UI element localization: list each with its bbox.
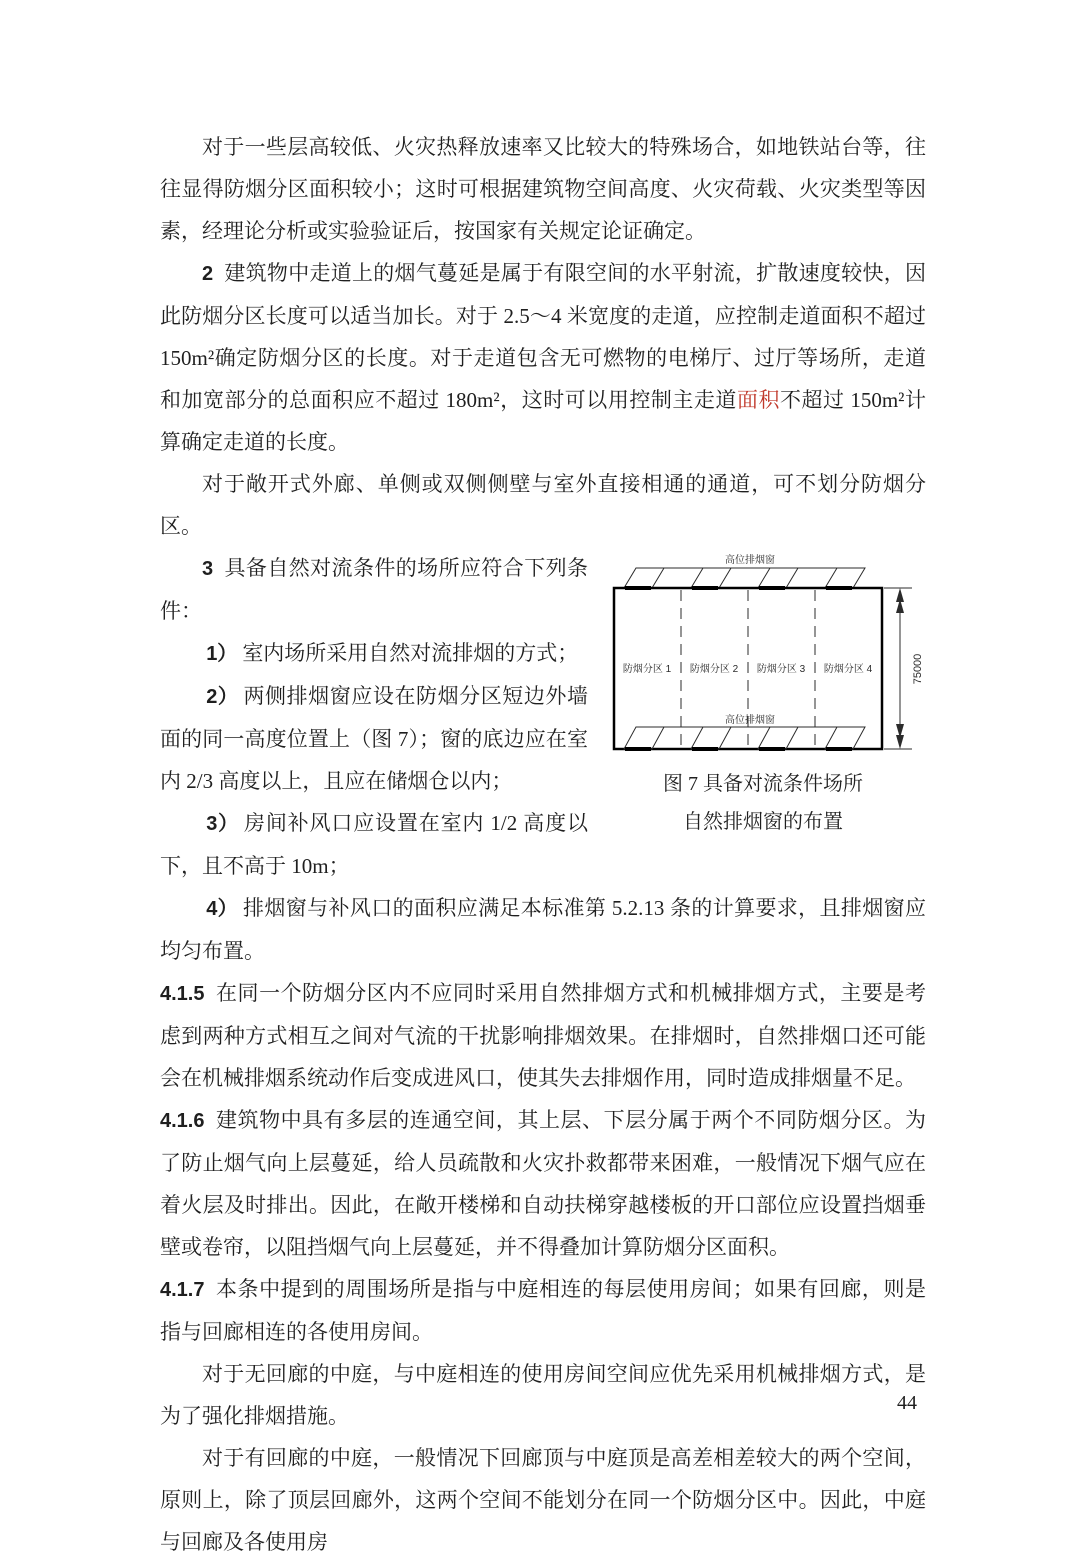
section-4-1-7-text: 本条中提到的周围场所是指与中庭相连的每层使用房间；如果有回廊，则是指与回廊相连的各使用房间。	[160, 1277, 926, 1344]
dimension-label: 75000	[912, 653, 924, 685]
section-4-1-5-number: 4.1.5	[160, 983, 205, 1005]
paragraph-text-pre: 建筑物中走道上的烟气蔓延是属于有限空间的水平射流，扩散速度较快，因此防烟分区长度可以适当加长。对于 2.5～4 米宽度的走道，应控制走道面积不超过 150m²确定防烟分区的长度。对于走道包含无可燃物的电梯厅、过厅等场所，走道和加宽部分的总面积应不超过 180m²，这时可以用控制主走道	[160, 261, 926, 412]
section-4-1-7	[160, 1268, 926, 1353]
list-item-4-number: 4）	[206, 898, 239, 920]
paragraph-text-post: 不超过 150m²计算确定走道的长度。	[160, 388, 926, 454]
zone-1-label: 防烟分区 1	[622, 664, 672, 675]
section-4-1-6-number: 4.1.6	[160, 1110, 205, 1132]
figure-7-diagram	[600, 551, 926, 765]
highlighted-text: 面积	[736, 388, 780, 412]
bottom-windows	[624, 727, 865, 749]
list-item-1-number: 1）	[206, 643, 238, 665]
section-4-1-6-text: 建筑物中具有多层的连通空间，其上层、下层分属于两个不同防烟分区。为了防止烟气向上层蔓延，给人员疏散和火灾扑救都带来困难，一般情况下烟气应在着火层及时排出。因此，在敞开楼梯和自动扶梯穿越楼板的开口部位应设置挡烟垂壁或卷帘，以阻挡烟气向上层蔓延，并不得叠加计算防烟分区面积。	[160, 1108, 926, 1259]
list-item-4-text: 排烟窗与补风口的面积应满足本标准第 5.2.13 条的计算要求，且排烟窗应均匀布置。	[160, 896, 927, 963]
figure-7	[600, 551, 926, 841]
list-item-4	[160, 887, 926, 972]
paragraph-corridor-rule	[160, 252, 926, 463]
zone-2-label: 防烟分区 2	[689, 664, 739, 675]
section-4-1-5-text: 在同一个防烟分区内不应同时采用自然排烟方式和机械排烟方式，主要是考虑到两种方式相互之间对气流的干扰影响排烟效果。在排烟时，自然排烟口还可能会在机械排烟系统动作后变成进风口，使其失去排烟作用，同时造成排烟量不足。	[160, 981, 926, 1090]
list-item-3-text: 房间补风口应设置在室内 1/2 高度以下，且不高于 10m；	[160, 811, 588, 878]
top-window-label: 高位排烟窗	[725, 555, 775, 566]
figure-caption-line2: 自然排烟窗的布置	[683, 811, 843, 833]
paragraph-number: 2	[202, 263, 214, 285]
zone-4-label: 防烟分区 4	[823, 664, 873, 675]
bottom-window-label: 高位排烟窗	[725, 715, 775, 726]
section-4-1-6	[160, 1099, 926, 1268]
list-item-3-number: 3）	[206, 813, 239, 835]
page-number: 44	[897, 1392, 917, 1414]
list-item-1-text: 室内场所采用自然对流排烟的方式；	[242, 641, 579, 665]
figure-caption-line1: 图 7 具备对流条件场所	[663, 773, 863, 795]
list-item-2-number: 2）	[206, 686, 239, 708]
list-item-2-text: 两侧排烟窗应设在防烟分区短边外墙面的同一高度位置上（图 7）；窗的底边应在室内 2/3 高度以上，且应在储烟仓以内；	[160, 684, 588, 793]
section-4-1-7-number: 4.1.7	[160, 1279, 205, 1301]
document-body	[160, 126, 926, 1563]
top-windows	[624, 568, 865, 588]
clause-3-number: 3	[202, 558, 214, 580]
clause-3-text: 具备自然对流条件的场所应符合下列条件：	[160, 556, 588, 623]
paragraph-atrium-with-gallery: 对于有回廊的中庭，一般情况下回廊顶与中庭顶是高差相差较大的两个空间，原则上，除了顶层回廊外，这两个空间不能划分在同一个防烟分区中。因此，中庭与回廊及各使用房	[160, 1446, 926, 1554]
paragraph-open-corridor: 对于敞开式外廊、单侧或双侧侧壁与室外直接相通的通道，可不划分防烟分区。	[160, 472, 926, 538]
paragraph-atrium-no-gallery: 对于无回廊的中庭，与中庭相连的使用房间空间应优先采用机械排烟方式，是为了强化排烟措施。	[160, 1362, 926, 1428]
section-4-1-5	[160, 972, 926, 1099]
zone-3-label: 防烟分区 3	[756, 664, 806, 675]
paragraph-special-cases: 对于一些层高较低、火灾热释放速率又比较大的特殊场合，如地铁站台等，往往显得防烟分区面积较小；这时可根据建筑物空间高度、火灾荷载、火灾类型等因素，经理论分析或实验验证后，按国家有关规定论证确定。	[160, 135, 926, 243]
